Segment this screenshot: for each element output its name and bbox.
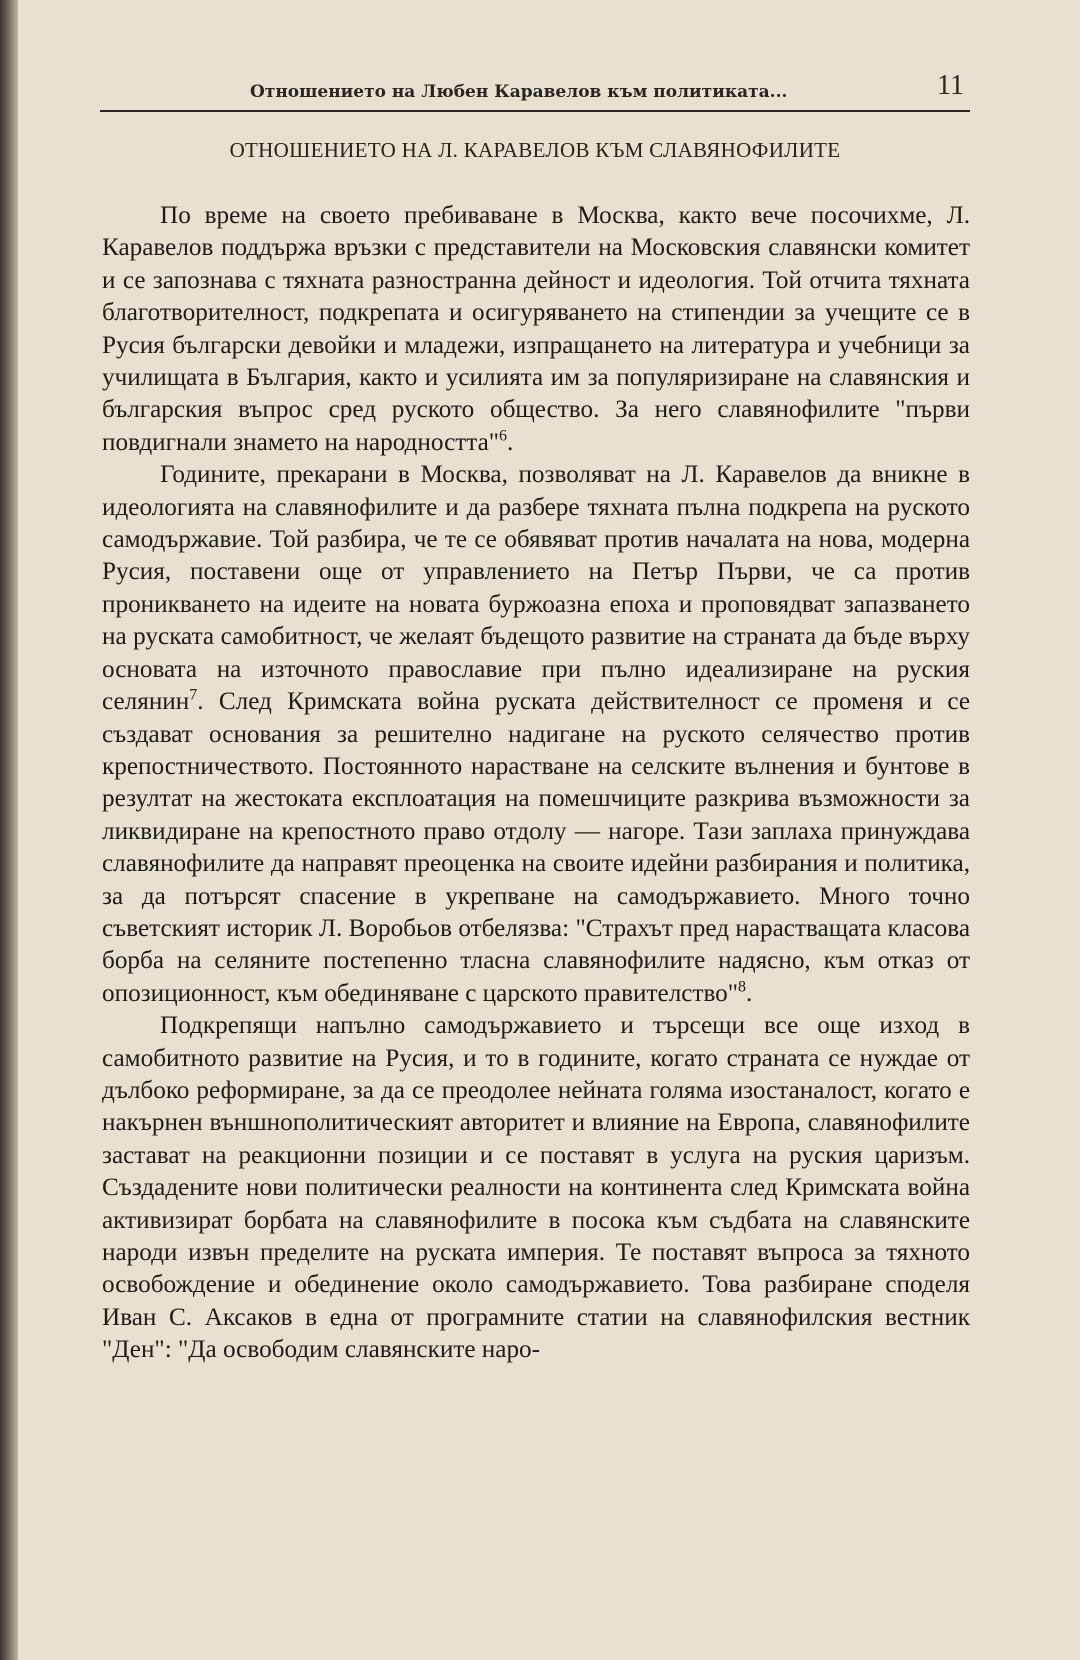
body-text [102,200,970,1367]
paragraph-tail: . След Кримската война руската действителност се променя и се създават основания за решително надигане на руското селячество против крепостничеството. Постоянното нарастване на селските вълнения и бунтове в резултат на жестоката експлоатация на помешчиците разкрива възможности за ликвидиране на крепостното право отдолу — нагоре. Тази заплаха принуждава славянофилите да направят преоценка на своите идейни разбирания и политика, за да потърсят спасение в укрепване на самодържавието. Много точно съветският историк Л. Воробьов отбелязва: "Страхът пред нарастващата класова борба на селяните постепенно тласна славянофилите надясно, към отказ от опозиционност, към обединяване с царското правителство" [102,688,970,1007]
paragraph [102,459,970,1010]
book-page [18,0,1080,1660]
footnote-marker: 7 [189,686,198,704]
paragraph [102,200,970,459]
scan-binding-edge [0,0,18,1660]
section-title: ОТНОШЕНИЕТО НА Л. КАРАВЕЛОВ КЪМ СЛАВЯНОФИЛИТЕ [229,138,841,162]
paragraph-text: По време на своето пребиваване в Москва, както вече посочихме, Л. Каравелов поддържа връзки с представители на Московския славянски комитет и се запознава с тяхната разностранна дейност и идеология. Той отчита тяхната благотворителност, подкрепата и осигуряването на стипендии за учещите се в Русия български девойки и младежи, изпращането на литература и учебници за училищата в България, както и усилията им за популяризиране на славянския и българския въпрос сред руското общество. За него славянофилите "първи повдигнали знамето на народността" [102,202,970,456]
page-header [100,66,970,112]
paragraph-text: Годините, прекарани в Москва, позволяват на Л. Каравелов да вникне в идеологията на славянофилите и да разбере тяхната пълна подкрепа на руското самодържавие. Той разбира, че те се обявяват против началата на нова, модерна Русия, поставени още от управлението на Петър Първи, че са против проникването на идеите на новата буржоазна епоха и проповядват запазването на руската самобитност, че желаят бъдещото развитие на страната да бъде върху основата на източното православие при пълно идеализиране на руския селянин [102,461,970,716]
paragraph-tail: . [746,979,753,1007]
paragraph [102,1010,970,1366]
footnote-marker: 6 [499,427,508,445]
page-number: 11 [937,70,964,101]
footnote-marker: 8 [738,978,747,996]
running-head: Отношението на Любен Каравелов към политиката... [250,82,788,102]
paragraph-tail: . [507,428,514,456]
paragraph-text: Подкрепящи напълно самодържавието и търсещи все още изход в самобитното развитие на Русия, и то в годините, когато страната се нуждае от дълбоко реформиране, за да се преодолее нейната голяма изостаналост, когато е накърнен външнополитическият авторитет и влияние на Европа, славянофилите застават на реакционни позиции и се поставят в услуга на руския царизъм. Създадените нови политически реалности на континента след Кримската война активизират борбата на славянофилите в посока към съдбата на славянските народи извън пределите на руската империя. Те поставят въпроса за тяхното освобождение и обединение около самодържавието. Това разбиране споделя Иван С. Аксаков в една от програмните статии на славянофилския вестник "Ден": "Да освободим славянските наро- [102,1012,970,1364]
